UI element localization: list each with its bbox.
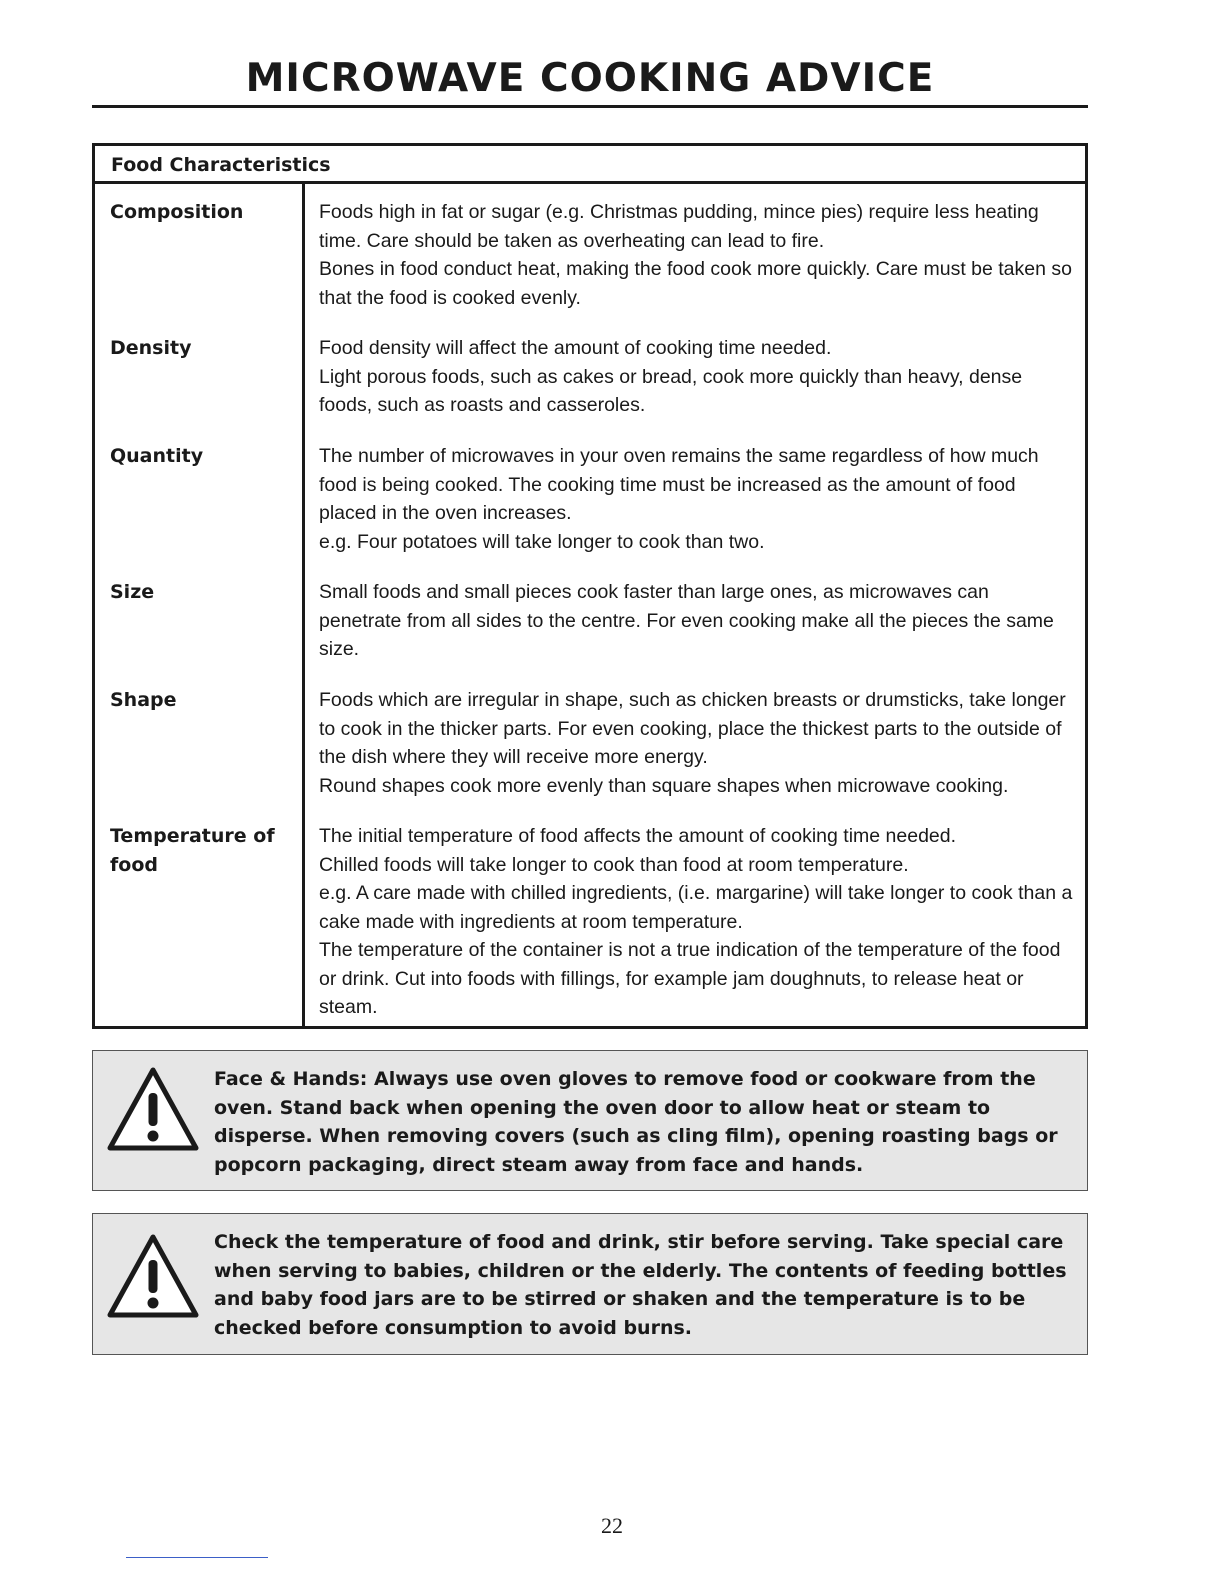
row-description [319, 578, 1075, 664]
footer-rule [126, 1557, 268, 1558]
warning-triangle-icon [105, 1065, 201, 1153]
food-characteristics-table [92, 143, 1088, 1029]
warning-text: Face & Hands: Always use oven gloves to remove food or cookware from the oven. Stand back when opening the oven door to allow heat or steam to disperse. When removing covers (such as cling film), opening roasting bags or popcorn packaging, direct steam away from face and hands. [214, 1068, 1058, 1176]
page-title: MICROWAVE COOKING ADVICE [245, 56, 935, 101]
row-text-line: The temperature of the container is not a true indication of the temperature of the food or drink. Cut into foods with fillings, for example jam doughnuts, to release heat or steam. [319, 939, 1061, 1018]
row-text-line: Food density will affect the amount of cooking time needed. [319, 337, 832, 359]
warning-box-face-hands [92, 1050, 1088, 1191]
row-text-line: Foods high in fat or sugar (e.g. Christmas pudding, mince pies) require less heating time. Care should be taken as overheating can lead to fire. [319, 201, 1039, 252]
warning-triangle-icon [105, 1232, 201, 1320]
title-underline [92, 105, 1088, 108]
row-label: Size [110, 581, 155, 603]
row-text-line: Round shapes cook more evenly than square shapes when microwave cooking. [319, 774, 1009, 797]
row-description [319, 822, 1075, 1022]
warning-box-temperature-check [92, 1213, 1088, 1355]
row-text-line: e.g. A care made with chilled ingredients, (i.e. margarine) will take longer to cook than a cake made with ingredients at room temperature. [319, 882, 1073, 933]
row-label: Shape [110, 689, 177, 711]
row-description [319, 334, 1075, 420]
row-text-line: e.g. Four potatoes will take longer to cook than two. [319, 530, 765, 553]
row-text-line: Foods which are irregular in shape, such as chicken breasts or drumsticks, take longer to cook in the thicker parts. For even cooking, place the thickest parts to the outside of the dish where they will receive more energy. [319, 689, 1066, 768]
table-header: Food Characteristics [95, 146, 1085, 184]
row-description [319, 686, 1075, 800]
row-label: Temperature of food [110, 825, 275, 876]
page-number: 22 [601, 1513, 623, 1538]
row-label: Composition [110, 201, 244, 223]
row-text-line: Bones in food conduct heat, making the food cook more quickly. Care must be taken so that the food is cooked evenly. [319, 258, 1072, 309]
column-divider [302, 184, 305, 1026]
row-description [319, 198, 1075, 312]
row-label: Quantity [110, 445, 204, 467]
row-description [319, 442, 1075, 556]
row-text-line: Light porous foods, such as cakes or bread, cook more quickly than heavy, dense foods, such as roasts and casseroles. [319, 365, 1023, 416]
warning-text: Check the temperature of food and drink, stir before serving. Take special care when serving to babies, children or the elderly. The contents of feeding bottles and baby food jars are to be stirred or shaken and the temperature is to be checked before consumption to avoid burns. [214, 1231, 1067, 1339]
row-text-line: The initial temperature of food affects the amount of cooking time needed. [319, 825, 957, 847]
row-text-line: Small foods and small pieces cook faster than large ones, as microwaves can penetrate from all sides to the centre. For even cooking make all the pieces the same size. [319, 581, 1054, 660]
row-label: Density [110, 337, 192, 359]
row-text-line: Chilled foods will take longer to cook than food at room temperature. [319, 853, 909, 876]
row-text-line: The number of microwaves in your oven remains the same regardless of how much food is being cooked. The cooking time must be increased as the amount of food placed in the oven increases. [319, 445, 1039, 524]
